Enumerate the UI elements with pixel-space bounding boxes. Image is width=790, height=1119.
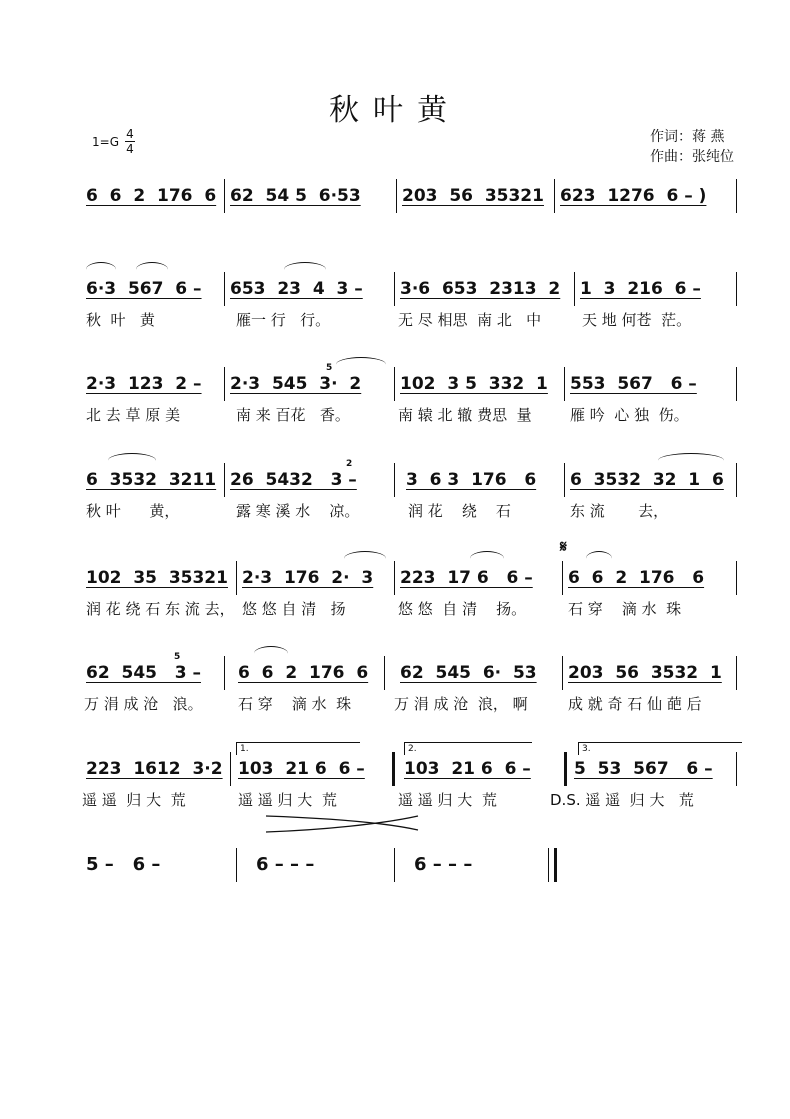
barline xyxy=(224,179,225,213)
lyric-line: 石 穿 滴 水 珠 xyxy=(238,695,352,713)
song-title: 秋叶黄 xyxy=(329,93,461,128)
lyric-line: 遥 遥 归 大 荒 xyxy=(238,791,337,809)
measure: 6 3532 3211 xyxy=(86,470,217,490)
measure: 223 1612 3·2 xyxy=(86,759,223,779)
barline xyxy=(224,367,225,401)
lyric-line: 东 流 去， xyxy=(570,502,669,520)
barline xyxy=(224,656,225,690)
barline xyxy=(736,179,737,213)
lyric-line: 万 涓 成 沧 浪， 啊 xyxy=(394,695,528,713)
measure: 6 – – – xyxy=(256,854,315,875)
barline xyxy=(384,656,385,690)
barline xyxy=(564,367,565,401)
barline xyxy=(736,463,737,497)
lyric-line: 秋 叶 黄 xyxy=(86,311,155,329)
lyric-line: 无 尽 相思 南 北 中 xyxy=(398,311,542,329)
slur xyxy=(284,262,326,277)
credits xyxy=(650,127,734,167)
lyric-line: 成 就 奇 石 仙 葩 后 xyxy=(568,695,702,713)
measure: 103 21 6 6 – xyxy=(404,759,531,779)
measure: 26 5432 3 – xyxy=(230,470,357,490)
barline xyxy=(736,752,737,786)
slur xyxy=(108,453,156,468)
measure: 623 1276 6 – ) xyxy=(560,186,707,206)
lyric-line: 秋 叶 黄， xyxy=(86,502,180,520)
barline xyxy=(236,561,237,595)
measure: 5 53 567 6 – xyxy=(574,759,713,779)
lyric-line: 遥 遥 归 大 荒 xyxy=(82,791,186,809)
measure: 62 545 6· 53 xyxy=(400,663,537,683)
measure: 3·6 653 2313 2 xyxy=(400,279,561,299)
barline xyxy=(736,272,737,306)
measure: 102 35 35321 xyxy=(86,568,228,588)
measure: 2·3 176 2· 3 xyxy=(242,568,374,588)
time-bottom: 4 xyxy=(126,142,134,156)
key-label: 1=G xyxy=(92,134,119,149)
grace-note: 2 xyxy=(346,459,353,469)
repeat-barline xyxy=(392,752,395,786)
lyric-line: 悠 悠 自 清 扬。 xyxy=(398,600,527,618)
tie-curve xyxy=(262,812,422,836)
time-top: 4 xyxy=(126,127,134,141)
lyric-line: 遥 遥 归 大 荒 xyxy=(398,791,497,809)
barline xyxy=(562,656,563,690)
measure: 102 3 5 332 1 xyxy=(400,374,548,394)
measure: 3 6 3 176 6 xyxy=(406,470,537,490)
slur xyxy=(86,262,116,277)
slur xyxy=(254,646,288,661)
double-barline xyxy=(564,752,567,786)
measure: 653 23 4 3 – xyxy=(230,279,363,299)
slur xyxy=(336,357,386,372)
barline xyxy=(736,561,737,595)
barline xyxy=(394,463,395,497)
measure: 6 3532 32 1 6 xyxy=(570,470,724,490)
measure: 62 545 3 – xyxy=(86,663,201,683)
volta-1: 1. xyxy=(236,742,360,755)
slur xyxy=(136,262,168,277)
barline xyxy=(394,367,395,401)
barline xyxy=(394,848,395,882)
barline xyxy=(574,272,575,306)
final-barline-thin xyxy=(548,848,549,882)
slur xyxy=(344,551,386,566)
lyric-line: 天 地 何苍 茫。 xyxy=(582,311,692,329)
measure: 223 17 6 6 – xyxy=(400,568,533,588)
measure: 6 6 2 176 6 xyxy=(568,568,705,588)
lyric-line: 万 涓 成 沧 浪。 xyxy=(84,695,203,713)
lyric-line: 润 花 绕 石 东 流 去， xyxy=(86,600,235,618)
barline xyxy=(564,463,565,497)
lyric-line: 北 去 草 原 美 xyxy=(86,406,181,424)
composer: 作曲：张纯位 xyxy=(650,149,734,165)
barline xyxy=(396,179,397,213)
measure: 6 – – – xyxy=(414,854,473,875)
barline xyxy=(224,272,225,306)
lyric-line: D.S. 遥 遥 归 大 荒 xyxy=(550,791,694,809)
final-barline-thick xyxy=(554,848,557,882)
time-signature xyxy=(125,128,135,155)
volta-3: 3. xyxy=(578,742,742,755)
measure: 553 567 6 – xyxy=(570,374,697,394)
lyric-line: 石 穿 滴 水 珠 xyxy=(568,600,682,618)
measure: 103 21 6 6 – xyxy=(238,759,365,779)
lyricist: 作词：蒋 燕 xyxy=(650,129,725,145)
barline xyxy=(736,656,737,690)
measure: 203 56 3532 1 xyxy=(568,663,722,683)
measure: 6 6 2 176 6 xyxy=(86,186,217,206)
key-signature xyxy=(92,128,135,155)
barline xyxy=(394,272,395,306)
lyric-line: 南 辕 北 辙 费思 量 xyxy=(398,406,532,424)
measure: 6 6 2 176 6 xyxy=(238,663,369,683)
measure: 1 3 216 6 – xyxy=(580,279,701,299)
lyric-line: 悠 悠 自 清 扬 xyxy=(242,600,346,618)
lyric-line: 雁 吟 心 独 伤。 xyxy=(570,406,689,424)
grace-note: 5 xyxy=(174,652,181,662)
segno-icon: 𝄋 xyxy=(560,537,567,556)
lyric-line: 雁一 行 行。 xyxy=(236,311,331,329)
barline xyxy=(224,463,225,497)
barline xyxy=(562,561,563,595)
measure: 6·3 567 6 – xyxy=(86,279,202,299)
measure: 203 56 35321 xyxy=(402,186,544,206)
volta-2: 2. xyxy=(404,742,532,755)
slur xyxy=(658,453,724,468)
grace-note: 5 xyxy=(326,363,333,373)
lyric-line: 南 来 百花 香。 xyxy=(236,406,350,424)
measure: 5 – 6 – xyxy=(86,854,161,875)
measure: 2·3 545 3· 2 xyxy=(230,374,362,394)
lyric-line: 露 寒 溪 水 凉。 xyxy=(236,502,360,520)
slur xyxy=(470,551,504,566)
barline xyxy=(236,848,237,882)
measure: 2·3 123 2 – xyxy=(86,374,202,394)
barline xyxy=(736,367,737,401)
barline xyxy=(394,561,395,595)
barline xyxy=(554,179,555,213)
measure: 62 54 5 6·53 xyxy=(230,186,361,206)
barline xyxy=(230,752,231,786)
lyric-line: 润 花 绕 石 xyxy=(408,502,511,520)
slur xyxy=(586,551,612,566)
